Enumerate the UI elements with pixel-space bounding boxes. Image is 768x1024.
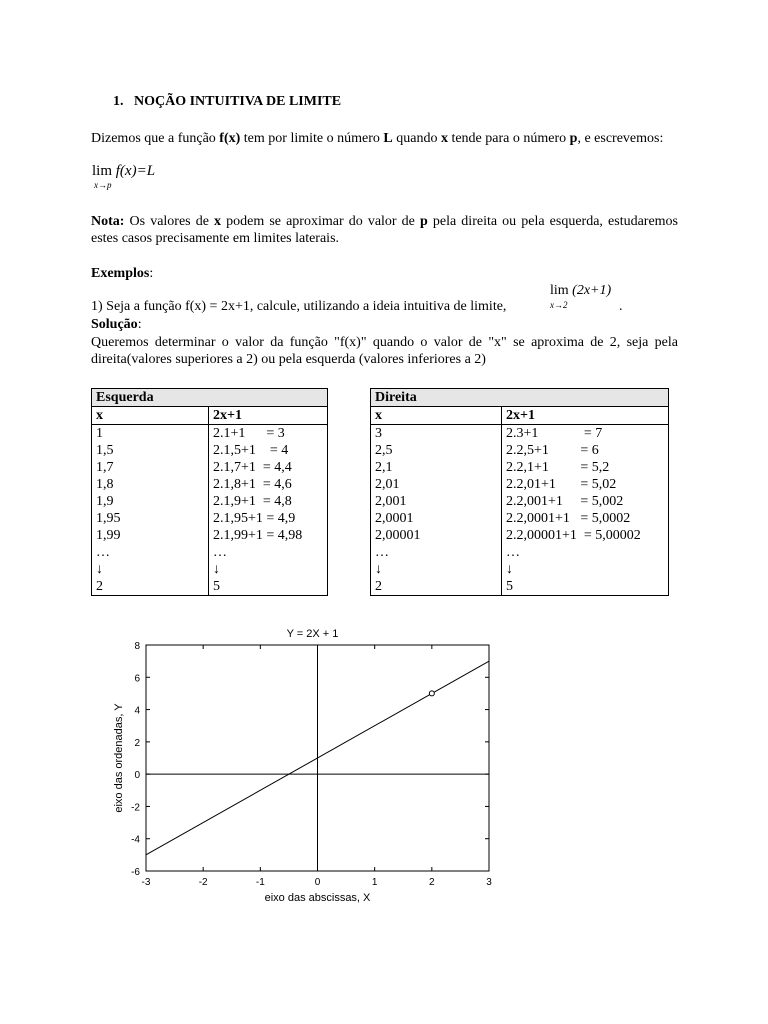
table-row [92, 459, 328, 476]
exemplo-1 [91, 299, 506, 315]
exemplo-1-lim: lim [550, 283, 569, 298]
cell-fx: 2.1,9+1 = 4,8 [209, 493, 328, 510]
intro-text: Dizemos que a função [91, 131, 220, 146]
cell-x: 1,9 [92, 493, 209, 510]
cell-x: 1,8 [92, 476, 209, 493]
table-direita [370, 388, 669, 596]
cell-fx: 5 [209, 578, 328, 596]
table-row [92, 493, 328, 510]
table-row [92, 527, 328, 544]
x-tick-label: 2 [429, 877, 435, 888]
cell-fx: 2.1,99+1 = 4,98 [209, 527, 328, 544]
cell-x: 1,5 [92, 442, 209, 459]
table-row [371, 459, 669, 476]
formula-lim: lim [92, 163, 113, 179]
x-tick-label: 0 [314, 877, 321, 888]
cell-x: 2,01 [371, 476, 502, 493]
cell-x: 2,1 [371, 459, 502, 476]
solucao-label: Solução [91, 317, 138, 332]
cell-fx: 2.2,5+1 = 6 [502, 442, 669, 459]
table-row [92, 510, 328, 527]
cell-x: ↓ [92, 561, 209, 578]
chart-title: Y = 2X + 1 [286, 628, 339, 640]
cell-x: 1,7 [92, 459, 209, 476]
cell-fx: 2.2,0001+1 = 5,0002 [502, 510, 669, 527]
cell-x: 1,99 [92, 527, 209, 544]
table-row [92, 544, 328, 561]
intro-text: tem por limite o número [240, 131, 384, 146]
limit-formula [92, 163, 156, 190]
intro-text: , e escrevemos: [577, 131, 664, 146]
table-esquerda [91, 388, 328, 596]
table-row [371, 425, 669, 443]
table-title: Direita [371, 389, 669, 407]
cell-x: 2,001 [371, 493, 502, 510]
cell-x: 2 [371, 578, 502, 596]
y-tick-label: -6 [131, 867, 140, 878]
y-tick-label: -2 [131, 802, 140, 814]
table-row [371, 561, 669, 578]
cell-x: 2 [92, 578, 209, 596]
x-tick-label: -2 [198, 877, 208, 888]
exemplos-label: Exemplos [91, 266, 150, 281]
nota-label: Nota: [91, 214, 125, 229]
table-row [92, 476, 328, 493]
exemplo-1-subscript: x→2 [550, 300, 568, 310]
table-row [371, 527, 669, 544]
nota-x: x [214, 214, 222, 229]
exemplo-1-limit [550, 283, 612, 310]
cell-x: 1,95 [92, 510, 209, 527]
intro-p: p [569, 131, 578, 146]
cell-fx: ↓ [209, 561, 328, 578]
y-tick-label: 0 [134, 770, 140, 782]
cell-fx: 2.2,001+1 = 5,002 [502, 493, 669, 510]
cell-fx: 2.2,1+1 = 5,2 [502, 459, 669, 476]
exemplos-heading [91, 266, 153, 282]
x-tick-label: -3 [141, 877, 151, 888]
table-row [371, 510, 669, 527]
cell-fx: … [502, 544, 669, 561]
solucao-colon: : [137, 317, 142, 332]
table-title: Esquerda [92, 389, 328, 407]
cell-x: 2,0001 [371, 510, 502, 527]
cell-fx: 2.3+1 = 7 [502, 425, 669, 443]
y-tick-label: 6 [134, 673, 140, 685]
cell-x: … [371, 544, 502, 561]
cell-x: ↓ [371, 561, 502, 578]
table-row [92, 425, 328, 443]
intro-paragraph [91, 130, 678, 147]
nota-text: pela direita ou pela esquerda, estudaremos estes casos precisamente em limites laterais. [91, 214, 679, 246]
x-axis-label: eixo das abscissas, X [264, 892, 371, 904]
cell-x: 2,5 [371, 442, 502, 459]
intro-fx: f(x) [219, 131, 241, 146]
cell-fx: 2.1+1 = 3 [209, 425, 328, 443]
intro-text: tende para o número [447, 131, 570, 146]
cell-x: … [92, 544, 209, 561]
nota-text: Os valores de [124, 214, 215, 229]
table-row [371, 544, 669, 561]
nota-paragraph [91, 213, 678, 247]
section-heading [113, 94, 341, 110]
cell-fx: 2.2,01+1 = 5,02 [502, 476, 669, 493]
cell-fx: 2.2,00001+1 = 5,00002 [502, 527, 669, 544]
intro-x: x [440, 131, 448, 146]
cell-x: 3 [371, 425, 502, 443]
exemplo-1-expr: (2x+1) [572, 283, 612, 298]
y-axis-label: eixo das ordenadas, Y [113, 703, 125, 813]
heading-title: NOÇÃO INTUITIVA DE LIMITE [134, 94, 342, 109]
column-header-fx: 2x+1 [209, 407, 328, 425]
cell-fx: 5 [502, 578, 669, 596]
exemplo-1-end: . [619, 299, 623, 314]
exemplos-colon: : [149, 266, 154, 281]
column-header-fx: 2x+1 [502, 407, 669, 425]
exemplo-1-text: 1) Seja a função f(x) = 2x+1, calcule, utilizando a ideia intuitiva de limite, [91, 299, 507, 314]
cell-fx: … [209, 544, 328, 561]
table-row [92, 578, 328, 596]
table-row [92, 561, 328, 578]
formula-subscript: x→p [94, 180, 112, 190]
x-tick-label: 1 [371, 877, 378, 888]
x-tick-label: -1 [255, 877, 265, 888]
column-header-x: x [371, 407, 502, 425]
formula-expr: f(x)=L [115, 163, 156, 179]
solucao-paragraph: Queremos determinar o valor da função "f(x)" quando o valor de "x" se aproxima de 2, seja pela direita(valores superiores a 2) ou pela esquerda (valores inferiores a 2) [91, 335, 678, 367]
x-tick-label: 3 [486, 877, 492, 888]
intro-L: L [383, 131, 393, 146]
function-chart [0, 620, 768, 940]
nota-text: podem se aproximar do valor de [221, 214, 420, 229]
table-row [371, 442, 669, 459]
table-row [371, 493, 669, 510]
cell-fx: 2.1,8+1 = 4,6 [209, 476, 328, 493]
intro-text: quando [392, 131, 441, 146]
cell-fx: 2.1,5+1 = 4 [209, 442, 328, 459]
cell-fx: 2.1,7+1 = 4,4 [209, 459, 328, 476]
open-circle-marker [429, 691, 434, 696]
heading-number: 1. [113, 94, 124, 109]
cell-fx: ↓ [502, 561, 669, 578]
cell-fx: 2.1,95+1 = 4,9 [209, 510, 328, 527]
y-tick-label: 2 [134, 737, 140, 749]
solucao-heading [91, 317, 142, 333]
cell-x: 1 [92, 425, 209, 443]
column-header-x: x [92, 407, 209, 425]
y-tick-label: -4 [131, 834, 140, 846]
table-row [371, 578, 669, 596]
table-row [92, 442, 328, 459]
y-tick-label: 4 [134, 705, 140, 717]
cell-x: 2,00001 [371, 527, 502, 544]
nota-p: p [420, 214, 428, 229]
y-tick-label: 8 [134, 641, 140, 652]
table-row [371, 476, 669, 493]
